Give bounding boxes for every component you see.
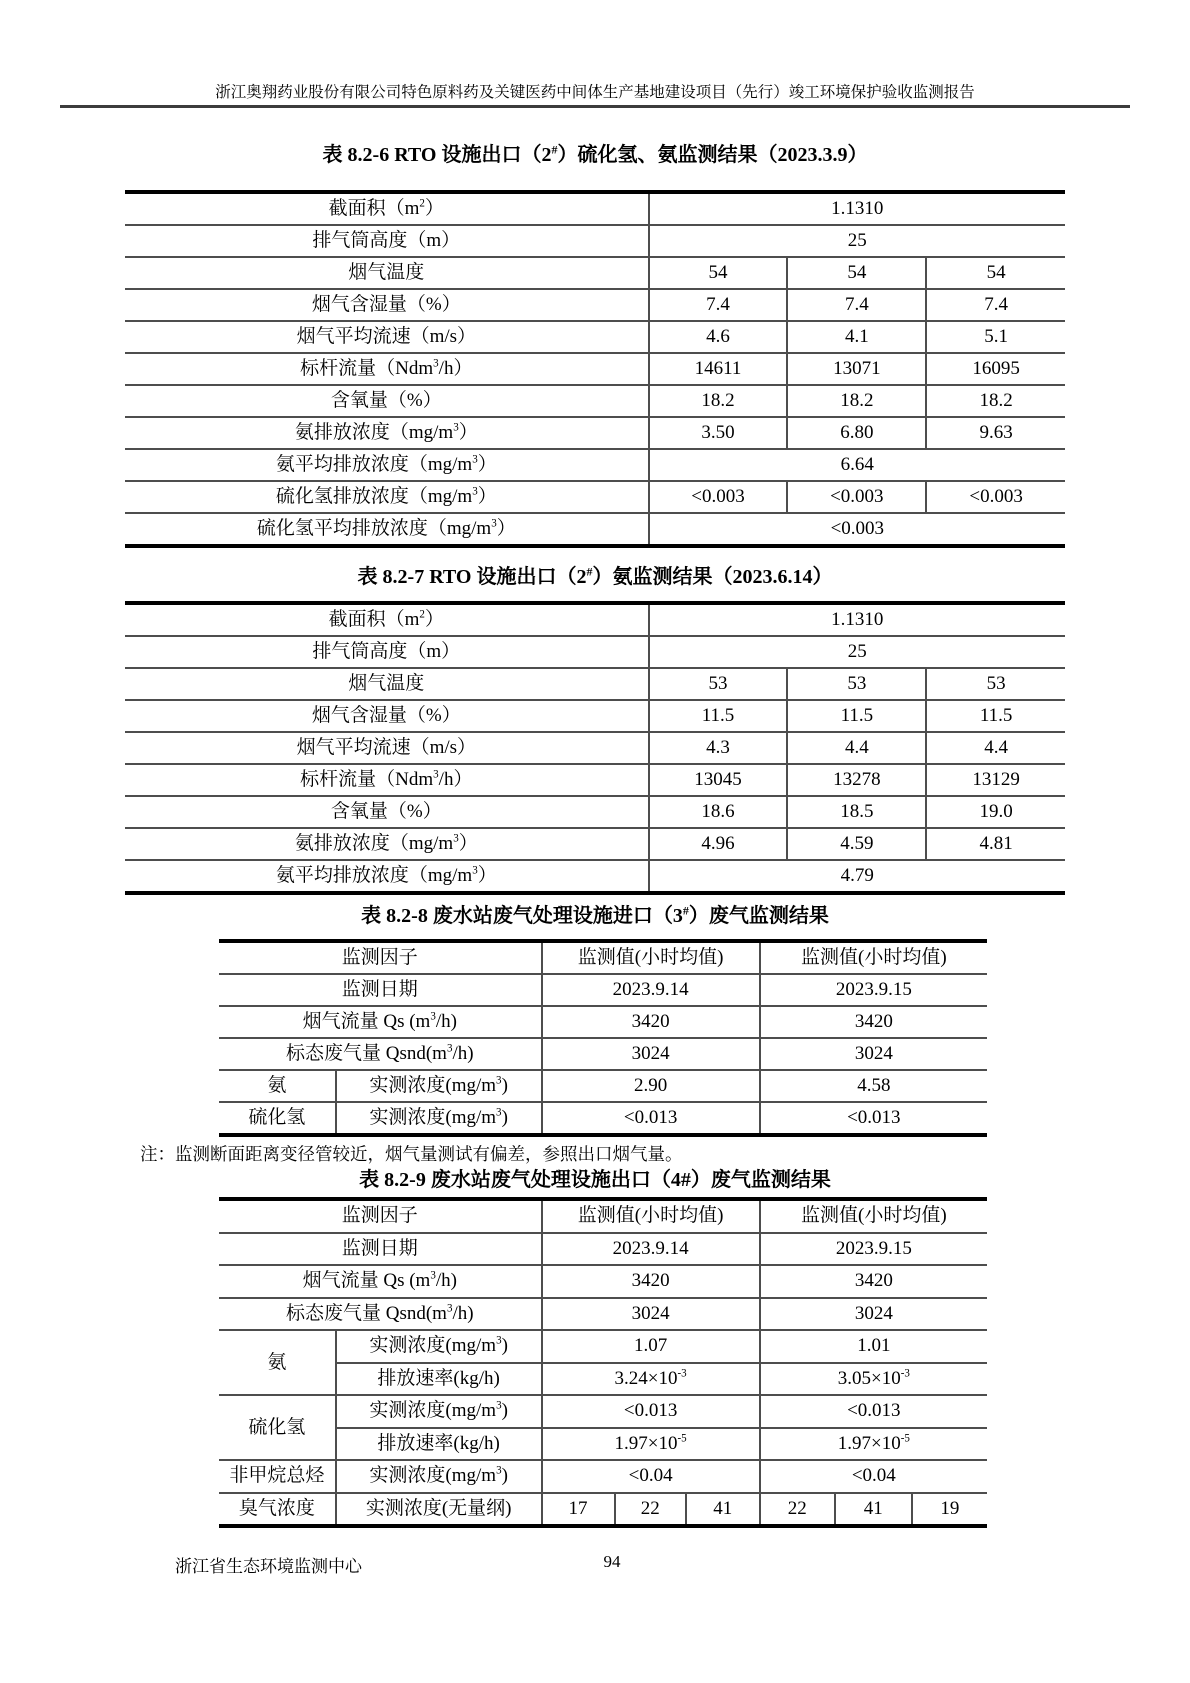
table-row xyxy=(219,1330,987,1363)
value-cell: 实测浓度$(mg/m^3)$ xyxy=(336,1102,542,1135)
value-cell: <0.003 xyxy=(649,481,788,513)
table-row xyxy=(219,1038,987,1070)
value-cell: 3420 xyxy=(542,1265,760,1298)
table-row xyxy=(125,481,1065,513)
row-label-cell: 烟气温度 xyxy=(125,668,649,700)
value-cell: 实测浓度$(mg/m^3)$ xyxy=(336,1330,542,1363)
table-row xyxy=(125,513,1065,546)
table-row xyxy=(219,1102,987,1135)
table-row xyxy=(125,668,1065,700)
value-cell: <0.003 xyxy=(926,481,1065,513)
value-cell: 3.50 xyxy=(649,417,788,449)
row-label-cell: 烟气平均流速（m/s） xyxy=(125,732,649,764)
row-label-cell: 排放速率(kg/h) xyxy=(336,1428,542,1461)
row-label-cell: 氨 xyxy=(219,1070,336,1102)
row-label-cell: 氨平均排放浓度$(mg/m^3)$ xyxy=(125,449,649,481)
table-row xyxy=(125,257,1065,289)
table-row xyxy=(219,1265,987,1298)
value-cell: <0.04 xyxy=(760,1460,987,1493)
value-cell: 7.4 xyxy=(649,289,788,321)
value-cell: 13278 xyxy=(787,764,926,796)
value-cell: <0.003 xyxy=(787,481,926,513)
table-row xyxy=(125,828,1065,860)
row-label-cell: 氨排放浓度$(mg/m^3)$ xyxy=(125,417,649,449)
table-row xyxy=(219,974,987,1006)
value-cell: 4.59 xyxy=(787,828,926,860)
row-label-cell: 烟气含湿量（%） xyxy=(125,700,649,732)
row-label-cell: 监测因子 xyxy=(219,1199,542,1233)
value-cell: 3420 xyxy=(760,1265,987,1298)
value-cell: 1.1310 xyxy=(649,192,1065,225)
value-cell: 3024 xyxy=(542,1298,760,1331)
value-cell: 54 xyxy=(926,257,1065,289)
value-cell: 4.4 xyxy=(787,732,926,764)
row-label-cell: 排放速率(kg/h) xyxy=(336,1363,542,1396)
row-label-cell: 截面积$(m^2)$ xyxy=(125,192,649,225)
row-label-cell: 烟气流量 Qs $(m^3/h)$ xyxy=(219,1265,542,1298)
value-cell: 4.3 xyxy=(649,732,788,764)
table-row xyxy=(125,796,1065,828)
value-cell: <0.003 xyxy=(830,518,885,540)
row-label-cell: 臭气浓度 xyxy=(219,1493,336,1527)
value-cell: 3024 xyxy=(760,1038,987,1070)
table-829-title: 表 8.2-9 废水站废气处理设施出口（4#）废气监测结果 xyxy=(359,1169,831,1191)
value-cell: 7.4 xyxy=(926,289,1065,321)
value-cell: 22 xyxy=(760,1493,835,1527)
table-826-title: 表 8.2-6 RTO 设施出口（2#）硫化氢、氨监测结果（2023.3.9） xyxy=(322,142,868,166)
value-cell: 7.4 xyxy=(787,289,926,321)
value-cell: 25 xyxy=(649,636,1065,668)
value-cell: <0.013 xyxy=(542,1395,760,1428)
value-cell: 2023.9.14 xyxy=(542,1233,760,1266)
row-label-cell: 监测因子 xyxy=(219,941,542,974)
table-828-title: 表 8.2-8 废水站废气处理设施进口（3#）废气监测结果 xyxy=(361,903,829,927)
value-cell: 19 xyxy=(940,1497,960,1519)
value-cell: 4.96 xyxy=(649,828,788,860)
value-cell: 实测浓度(无量纲) xyxy=(336,1493,542,1527)
value-cell: 53 xyxy=(926,668,1065,700)
value-cell: 2023.9.15 xyxy=(760,1233,987,1266)
table-row xyxy=(125,860,1065,893)
value-cell: 11.5 xyxy=(649,700,788,732)
table-row xyxy=(219,1395,987,1428)
value-cell: 53 xyxy=(649,668,788,700)
page-header-text: 浙江奥翔药业股份有限公司特色原料药及关键医药中间体生产基地建设项目（先行）竣工环境保护验收监测报告 xyxy=(215,84,975,101)
value-cell: $1.97\times 10^{-5}$ xyxy=(542,1428,760,1461)
table-row xyxy=(125,449,1065,481)
value-cell: 22 xyxy=(615,1493,686,1527)
row-label-cell: 监测日期 xyxy=(219,1233,542,1266)
value-cell: 4.58 xyxy=(760,1070,987,1102)
table-row xyxy=(125,732,1065,764)
value-cell: 11.5 xyxy=(787,700,926,732)
value-cell: 13071 xyxy=(787,353,926,385)
row-label-cell: 非甲烷总烃 xyxy=(219,1460,336,1493)
value-cell: 9.63 xyxy=(926,417,1065,449)
value-cell: 实测浓度$(mg/m^3)$ xyxy=(336,1395,542,1428)
value-cell: 3024 xyxy=(760,1298,987,1331)
row-label-cell: 烟气含湿量（%） xyxy=(125,289,649,321)
value-cell: $1.97\times 10^{-5}$ xyxy=(760,1428,987,1461)
value-cell: 18.5 xyxy=(787,796,926,828)
value-cell: 2.90 xyxy=(542,1070,760,1102)
row-label-cell: 标杆流量（Ndm$^3$/h） xyxy=(125,764,649,796)
value-cell: 19.0 xyxy=(926,796,1065,828)
value-cell: 监测值(小时均值) xyxy=(542,941,760,974)
value-cell: 54 xyxy=(649,257,788,289)
value-cell: 3024 xyxy=(542,1038,760,1070)
table-row xyxy=(125,385,1065,417)
value-cell: 54 xyxy=(787,257,926,289)
value-cell: 53 xyxy=(787,668,926,700)
value-cell: 16095 xyxy=(926,353,1065,385)
table-828 xyxy=(219,939,987,1137)
value-cell: 13045 xyxy=(649,764,788,796)
table-row xyxy=(219,1493,987,1527)
value-cell: 4.4 xyxy=(926,732,1065,764)
row-label-cell: 监测日期 xyxy=(219,974,542,1006)
header-rule xyxy=(60,105,1130,108)
row-label-cell: 截面积$(m^2)$ xyxy=(125,603,649,636)
value-cell: 实测浓度$(mg/m^3)$ xyxy=(336,1460,542,1493)
value-cell: 2023.9.15 xyxy=(760,974,987,1006)
table-row xyxy=(219,941,987,974)
table-827-title: 表 8.2-7 RTO 设施出口（2#）氨监测结果（2023.6.14） xyxy=(357,564,833,588)
row-label-cell: 烟气流量 Qs $(m^3/h)$ xyxy=(219,1006,542,1038)
value-cell: 13129 xyxy=(926,764,1065,796)
value-cell: $3.24\times 10^{-3}$ xyxy=(542,1363,760,1396)
value-cell: 25 xyxy=(649,225,1065,257)
value-cell: 实测浓度$(mg/m^3)$ xyxy=(336,1070,542,1102)
value-cell: <0.013 xyxy=(847,1107,901,1129)
table-row xyxy=(125,225,1065,257)
footer-page-number: 94 xyxy=(603,1552,621,1571)
row-label-cell: 氨排放浓度$(mg/m^3)$ xyxy=(125,828,649,860)
table-828-note: 注：监测断面距离变径管较近，烟气量测试有偏差，参照出口烟气量。 xyxy=(140,1144,683,1164)
table-row xyxy=(125,417,1065,449)
value-cell: 监测值(小时均值) xyxy=(760,941,987,974)
value-cell: 1.01 xyxy=(760,1330,987,1363)
value-cell: 监测值(小时均值) xyxy=(542,1199,760,1233)
value-cell: 4.79 xyxy=(840,865,874,887)
row-label-cell: 排气筒高度（m） xyxy=(125,225,649,257)
value-cell: <0.013 xyxy=(760,1395,987,1428)
value-cell: 11.5 xyxy=(926,700,1065,732)
table-row xyxy=(125,321,1065,353)
row-label-cell: 排气筒高度（m） xyxy=(125,636,649,668)
value-cell: 18.6 xyxy=(649,796,788,828)
table-row xyxy=(219,1070,987,1102)
table-row xyxy=(125,764,1065,796)
value-cell: 41 xyxy=(686,1493,760,1527)
value-cell: <0.04 xyxy=(542,1460,760,1493)
value-cell: 监测值(小时均值) xyxy=(760,1199,987,1233)
row-label-cell: 硫化氢排放浓度$(mg/m^3)$ xyxy=(125,481,649,513)
table-row xyxy=(219,1233,987,1266)
row-label-cell: 氨 xyxy=(219,1330,336,1395)
value-cell: 17 xyxy=(542,1493,615,1527)
table-row xyxy=(125,700,1065,732)
value-cell: 4.6 xyxy=(649,321,788,353)
value-cell: 2023.9.14 xyxy=(542,974,760,1006)
table-829 xyxy=(219,1197,987,1528)
table-row xyxy=(125,289,1065,321)
value-cell: 4.1 xyxy=(787,321,926,353)
value-cell: <0.013 xyxy=(542,1102,760,1135)
table-827 xyxy=(125,601,1065,895)
row-label-cell: 标杆流量（Ndm$^3$/h） xyxy=(125,353,649,385)
row-label-cell: 硫化氢 xyxy=(219,1395,336,1460)
value-cell: 3420 xyxy=(760,1006,987,1038)
value-cell: 6.80 xyxy=(787,417,926,449)
value-cell: 14611 xyxy=(649,353,788,385)
value-cell: 41 xyxy=(835,1493,912,1527)
table-row xyxy=(125,353,1065,385)
value-cell: 5.1 xyxy=(926,321,1065,353)
table-row xyxy=(219,1199,987,1233)
table-row xyxy=(125,603,1065,636)
row-label-cell: 硫化氢平均排放浓度$(mg/m^3)$ xyxy=(125,513,649,546)
row-label-cell: 标态废气量 $Qsnd(m^3/h)$ xyxy=(219,1038,542,1070)
row-label-cell: 烟气平均流速（m/s） xyxy=(125,321,649,353)
footer-organization: 浙江省生态环境监测中心 xyxy=(175,1557,362,1576)
value-cell: 18.2 xyxy=(787,385,926,417)
row-label-cell: 含氧量（%） xyxy=(125,385,649,417)
table-826 xyxy=(125,190,1065,548)
row-label-cell: 氨平均排放浓度$(mg/m^3)$ xyxy=(125,860,649,893)
row-label-cell: 含氧量（%） xyxy=(125,796,649,828)
value-cell: 3420 xyxy=(542,1006,760,1038)
table-row xyxy=(219,1006,987,1038)
row-label-cell: 标态废气量 $Qsnd(m^3/h)$ xyxy=(219,1298,542,1331)
value-cell: $3.05\times 10^{-3}$ xyxy=(760,1363,987,1396)
value-cell: 18.2 xyxy=(649,385,788,417)
value-cell: 18.2 xyxy=(926,385,1065,417)
table-row xyxy=(125,636,1065,668)
row-label-cell: 硫化氢 xyxy=(219,1102,336,1135)
table-row xyxy=(125,192,1065,225)
value-cell: 4.81 xyxy=(926,828,1065,860)
table-row xyxy=(219,1460,987,1493)
row-label-cell: 烟气温度 xyxy=(125,257,649,289)
value-cell: 1.07 xyxy=(542,1330,760,1363)
value-cell: 6.64 xyxy=(649,449,1065,481)
value-cell: 1.1310 xyxy=(649,603,1065,636)
table-row xyxy=(219,1298,987,1331)
